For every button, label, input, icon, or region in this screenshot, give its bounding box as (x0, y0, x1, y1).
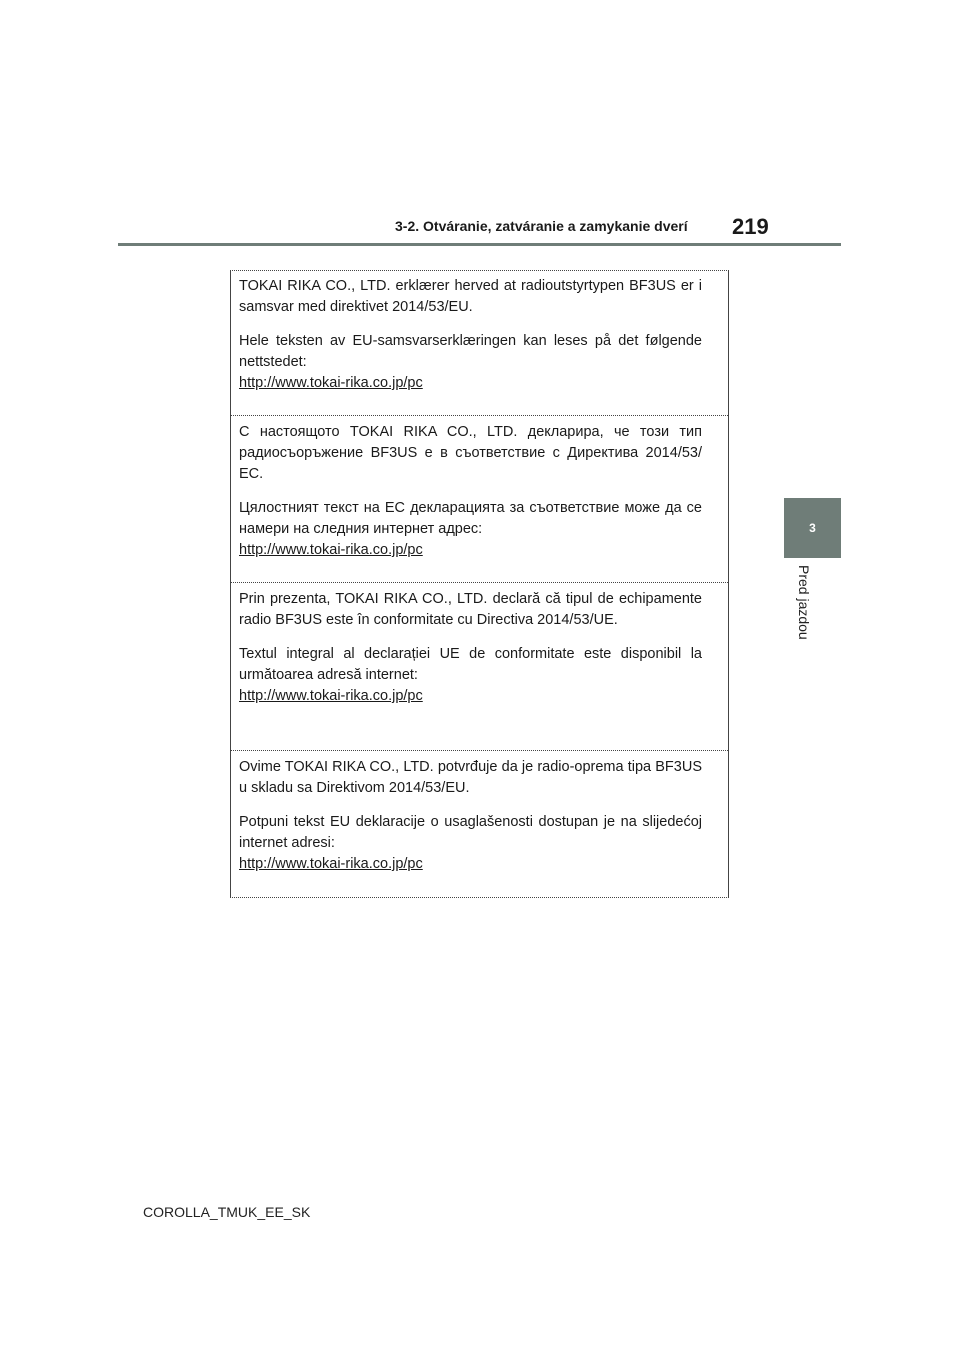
section-divider (231, 750, 728, 751)
declaration-text: Ovime TOKAI RIKA CO., LTD. potvrđuje da je radio-oprema tipa BF3US u skladu sa Direktivom 2014/53/EU. (239, 759, 702, 796)
declaration-text: С настоящото TOKAI RIKA CO., LTD. декларира, че този тип радиосъоръжение BF3US е в съответствие с Директива 2014/53/ЕС. (239, 424, 702, 482)
declaration-box (230, 270, 729, 898)
declaration-section-romanian (231, 589, 728, 707)
declaration-text: TOKAI RIKA CO., LTD. erklærer herved at radioutstyrtypen BF3US er i samsvar med direktivet 2014/53/EU. (239, 278, 702, 315)
declaration-section-norwegian (231, 276, 728, 394)
section-title: 3-2. Otváranie, zatváranie a zamykanie dverí (395, 218, 688, 234)
declaration-link[interactable]: http://www.tokai-rika.co.jp/pc (239, 542, 423, 558)
fulltext-notice: Textul integral al declarației UE de conformitate este disponibil la următoarea adresă internet: (239, 646, 702, 683)
fulltext-notice: Potpuni tekst EU deklaracije o usaglašenosti dostupan je na slijedećoj internet adresi: (239, 814, 702, 851)
declaration-section-bulgarian (231, 422, 728, 561)
chapter-number: 3 (809, 521, 816, 535)
declaration-section-croatian (231, 757, 728, 875)
section-divider (231, 582, 728, 583)
declaration-link[interactable]: http://www.tokai-rika.co.jp/pc (239, 375, 423, 391)
chapter-tab (784, 498, 841, 558)
declaration-link[interactable]: http://www.tokai-rika.co.jp/pc (239, 856, 423, 872)
chapter-label: Pred jazdou (796, 565, 812, 640)
declaration-text: Prin prezenta, TOKAI RIKA CO., LTD. declară că tipul de echipamente radio BF3US este în conformitate cu Directiva 2014/53/UE. (239, 591, 702, 628)
header-divider (118, 243, 841, 246)
document-code: COROLLA_TMUK_EE_SK (143, 1204, 311, 1220)
fulltext-notice: Hele teksten av EU-samsvarserklæringen kan leses på det følgende nettstedet: (239, 333, 702, 370)
page-number: 219 (732, 214, 769, 239)
declaration-link[interactable]: http://www.tokai-rika.co.jp/pc (239, 688, 423, 704)
fulltext-notice: Цялостният текст на ЕС декларацията за съответствие може да се намери на следния интернет адрес: (239, 500, 702, 537)
section-divider (231, 415, 728, 416)
